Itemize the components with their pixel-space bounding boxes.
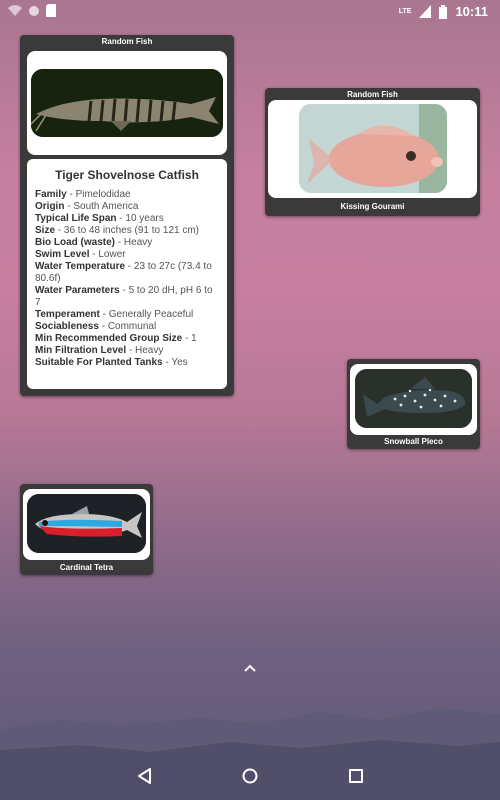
signal-icon xyxy=(419,5,431,18)
fish-info-separator: - xyxy=(116,213,126,224)
fish-info-label: Min Filtration Level xyxy=(35,345,127,356)
random-fish-widget-gourami[interactable] xyxy=(265,88,480,216)
fish-info-separator: - xyxy=(115,237,124,248)
fish-info-label: Bio Load (waste) xyxy=(35,237,116,248)
sd-card-icon xyxy=(46,4,56,17)
wifi-icon xyxy=(8,5,22,17)
fish-info-label: Size xyxy=(35,225,56,236)
fish-info-separator: - xyxy=(126,345,136,356)
fish-info-label: Sociableness xyxy=(35,321,99,332)
app-drawer-up-icon[interactable] xyxy=(241,659,259,677)
fish-info-label: Suitable For Planted Tanks xyxy=(35,357,163,368)
fish-info-label: Origin xyxy=(35,201,65,212)
fish-info-label: Min Recommended Group Size xyxy=(35,333,183,344)
fish-info-value: Heavy xyxy=(123,237,153,248)
fish-info-list xyxy=(35,189,219,369)
fish-info-value: Pimelodidae xyxy=(75,189,131,200)
widget-header: Random Fish xyxy=(347,90,398,99)
fish-info-row xyxy=(35,237,219,249)
fish-info-row xyxy=(35,309,219,321)
fish-info-separator: - xyxy=(89,249,99,260)
fish-info-separator: - xyxy=(119,285,129,296)
fish-info-row xyxy=(35,213,219,225)
fish-info-row xyxy=(35,285,219,309)
fish-info-label: Swim Level xyxy=(35,249,90,260)
fish-info-separator: - xyxy=(125,261,134,272)
fish-photo xyxy=(27,494,146,553)
network-type-label: LTE xyxy=(398,8,412,15)
fish-info-value: 1 xyxy=(191,333,197,344)
fish-info-separator: - xyxy=(55,225,64,236)
fish-info-label: Typical Life Span xyxy=(35,213,117,224)
fish-info-value: 36 to 48 inches (91 to 121 cm) xyxy=(63,225,199,236)
fish-info-value: 10 years xyxy=(125,213,164,224)
fish-info-separator: - xyxy=(162,357,172,368)
fish-info-label: Temperament xyxy=(35,309,100,320)
fish-info-value: Communal xyxy=(107,321,157,332)
fish-photo xyxy=(299,104,447,193)
fish-info-value: Heavy xyxy=(135,345,164,356)
fish-info-label: Family xyxy=(35,189,67,200)
status-bar xyxy=(0,0,500,24)
fish-info-row xyxy=(35,357,219,369)
fish-info-row xyxy=(35,189,219,201)
fish-info-separator: - xyxy=(182,333,192,344)
fish-info-label: Water Temperature xyxy=(35,261,126,272)
fish-info-value: 5 to 20 dH, pH 6 to 7 xyxy=(35,285,213,308)
fish-info-separator: - xyxy=(66,189,76,200)
fish-caption: Kissing Gourami xyxy=(340,202,405,211)
fish-photo xyxy=(355,369,472,428)
fish-name-title: Tiger Shovelnose Catfish xyxy=(55,168,199,182)
fish-image-card[interactable] xyxy=(350,364,477,435)
random-fish-widget-main[interactable] xyxy=(20,35,234,396)
fish-info-value: South America xyxy=(73,201,139,212)
clock: 10:11 xyxy=(455,4,488,19)
fish-info-row xyxy=(35,333,219,345)
fish-info-row xyxy=(35,321,219,333)
random-fish-widget-tetra[interactable] xyxy=(20,484,153,575)
random-fish-widget-pleco[interactable] xyxy=(347,359,480,449)
fish-image-card[interactable] xyxy=(27,51,227,155)
widget-header: Random Fish xyxy=(101,37,153,46)
fish-info-separator: - xyxy=(64,201,74,212)
fish-caption: Cardinal Tetra xyxy=(59,563,114,572)
fish-info-label: Water Parameters xyxy=(35,285,120,296)
fish-info-row xyxy=(35,261,219,285)
fish-info-value: Yes xyxy=(171,357,188,368)
fish-photo xyxy=(31,69,223,137)
fish-info-value: Generally Peaceful xyxy=(108,309,194,320)
battery-icon xyxy=(439,5,447,19)
fish-info-value: 23 to 27c (73.4 to 80.6f) xyxy=(35,261,212,284)
back-icon[interactable] xyxy=(133,764,157,788)
fish-image-card[interactable] xyxy=(268,100,477,198)
recents-icon[interactable] xyxy=(344,764,368,788)
fish-caption: Snowball Pleco xyxy=(384,437,443,446)
home-icon[interactable] xyxy=(238,764,262,788)
fish-info-row xyxy=(35,201,219,213)
fish-info-separator: - xyxy=(98,321,108,332)
fish-info-separator: - xyxy=(99,309,109,320)
fish-info-card[interactable] xyxy=(27,159,227,389)
fish-info-row xyxy=(35,249,219,261)
fish-info-row xyxy=(35,345,219,357)
fish-image-card[interactable] xyxy=(23,489,150,560)
circle-notification-icon xyxy=(28,5,40,17)
fish-info-row xyxy=(35,225,219,237)
fish-info-value: Lower xyxy=(98,249,126,260)
navigation-bar xyxy=(0,752,500,800)
